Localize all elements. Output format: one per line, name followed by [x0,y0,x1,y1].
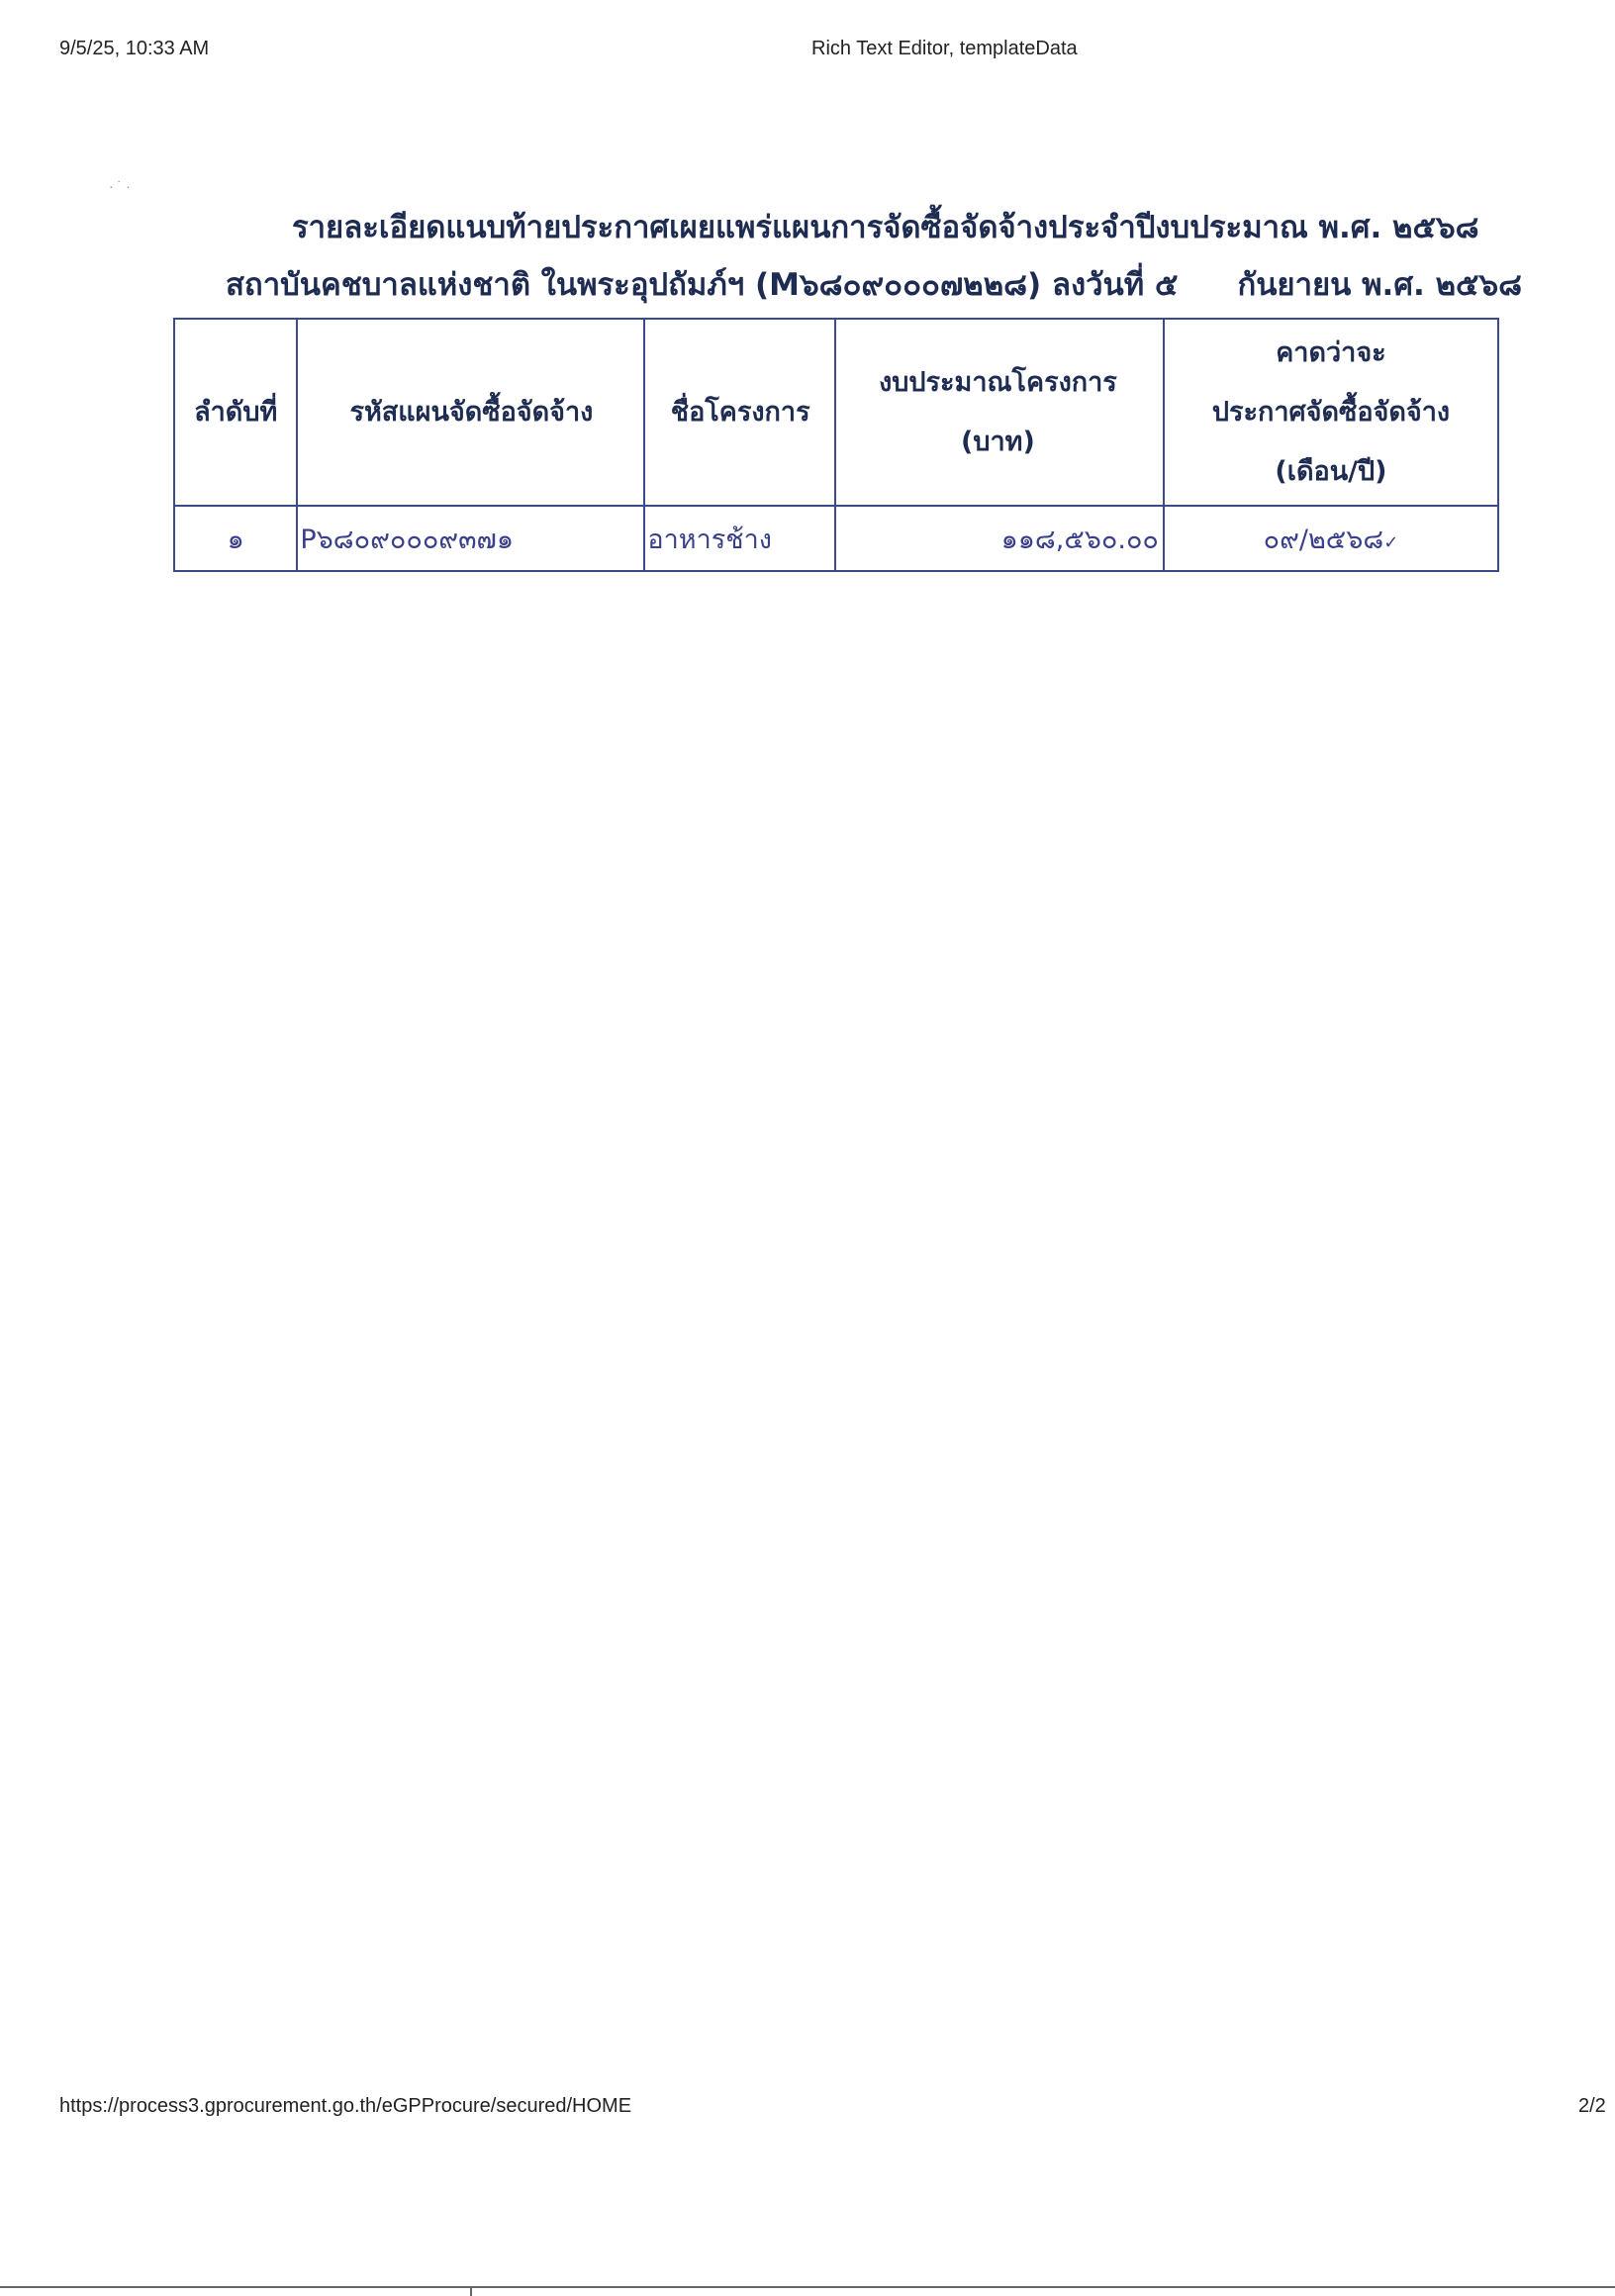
cell-sequence: ๑ [174,506,297,571]
document-heading-line1: รายละเอียดแนบท้ายประกาศเผยแพร่แผนการจัดซื้อจัดจ้างประจำปีงบประมาณ พ.ศ. ๒๕๖๘ [292,210,1479,245]
print-header [59,38,1556,67]
heading-line2-date: กันยายน พ.ศ. ๒๕๖๘ [1237,267,1523,303]
header-expected-announcement: คาดว่าจะ ประกาศจัดซื้อจัดจ้าง (เดือน/ปี) [1164,319,1498,506]
header-project-name: ชื่อโครงการ [644,319,835,506]
cell-project-name: อาหารช้าง [644,506,835,571]
scan-specks: · ˙ · [109,178,131,194]
document-heading-line2 [226,259,1522,309]
header-plan-code: รหัสแผนจัดซื้อจัดจ้าง [297,319,644,506]
checkmark-icon: ✓ [1383,531,1399,553]
cell-expected-month-year [1164,506,1498,571]
header-sequence: ลำดับที่ [174,319,297,506]
print-timestamp: 9/5/25, 10:33 AM [59,38,210,59]
print-page-title: Rich Text Editor, templateData [811,38,1078,59]
bottom-divider [0,2286,1615,2288]
header-budget: งบประมาณโครงการ (บาท) [835,319,1164,506]
cell-plan-code: P๖๘๐๙๐๐๐๙๓๗๑ [297,506,644,571]
heading-line2-agency: สถาบันคชบาลแห่งชาติ ในพระอุปถัมภ์ฯ (M๖๘๐๙๐๐๐๗๒๒๘) ลงวันที่ ๕ [226,267,1179,303]
print-url: https://process3.gprocurement.go.th/eGPProcure/secured/HOME [59,2095,632,2117]
table-row [174,506,1498,571]
print-page-number: 2/2 [1578,2095,1606,2117]
bottom-divider-tick [470,2286,472,2296]
month-year-value: ๐๙/๒๕๖๘ [1263,524,1384,555]
procurement-plan-table [173,318,1499,572]
table-header-row [174,319,1498,506]
cell-budget: ๑๑๘,๕๖๐.๐๐ [835,506,1164,571]
